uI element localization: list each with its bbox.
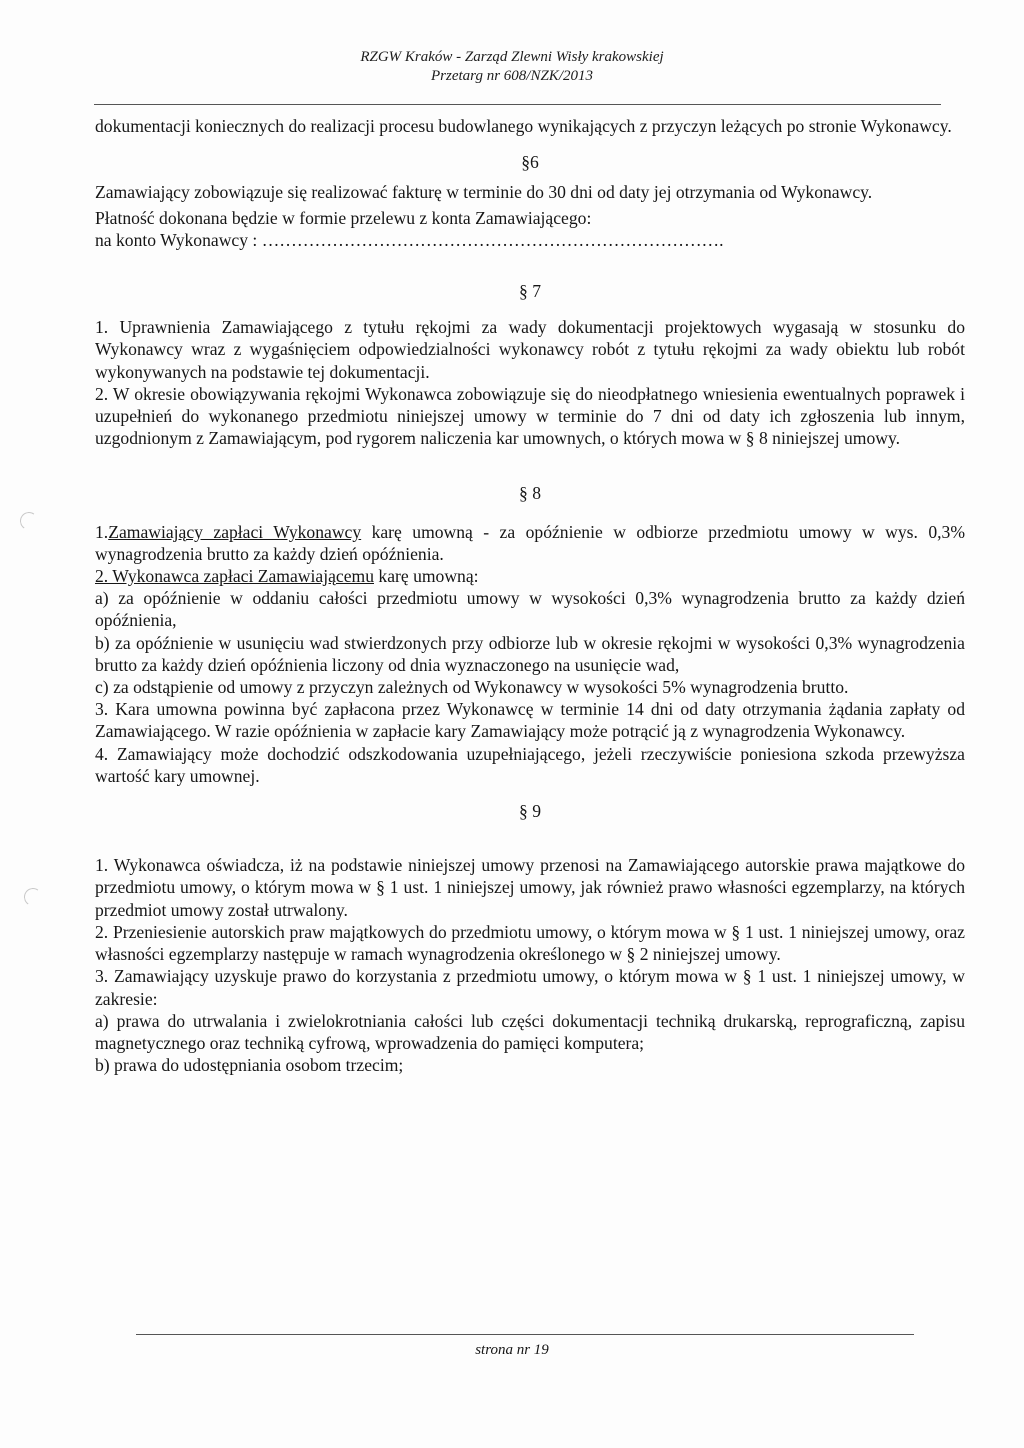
section-6-paragraph-2: Płatność dokonana będzie w formie przelewu z konta Zamawiającego: — [95, 207, 592, 228]
section-8-item-c: c) za odstąpienie od umowy z przyczyn zależnych od Wykonawcy w wysokości 5% wynagrodzenia brutto. — [95, 677, 849, 698]
section-8-p1-text: karę umowną - za opóźnienie w odbiorze przedmiotu umowy w wys. 0,3% wynagrodzenia brutto za każdy dzień opóźnienia. — [95, 521, 965, 564]
section-9-item-b: b) prawa do udostępniania osobom trzecim; — [95, 1055, 404, 1076]
section-6-heading: §6 — [521, 152, 539, 173]
header-tender-number: Przetarg nr 608/NZK/2013 — [431, 68, 593, 84]
section-9-paragraph-3: 3. Zamawiający uzyskuje prawo do korzystania z przedmiotu umowy, o którym mowa w § 1 ust. 1 niniejszej umowy, w zakresie: — [95, 966, 965, 1009]
document-body — [95, 108, 965, 1076]
page-header — [0, 48, 1024, 86]
section-8-paragraph-2 — [95, 565, 965, 587]
section-8-paragraph-1 — [95, 521, 965, 565]
page-number: strona nr 19 — [475, 1342, 549, 1358]
section-9-paragraph-2: 2. Przeniesienie autorskich praw majątkowych do przedmiotu umowy, o którym mowa w § 1 ust. 1 niniejszej umowy, oraz własności egzemplarzy następuje w ramach wynagrodzenia określonego w § 2 niniejszej umowy. — [95, 921, 965, 965]
footer-divider — [136, 1334, 914, 1335]
section-8-paragraph-3: 3. Kara umowna powinna być zapłacona przez Wykonawcę w terminie 14 dni od daty otrzymania żądania zapłaty od Zamawiającego. W razie opóźnienia w zapłacie kary Zamawiający może potrącić ją z wynagrodzenia Wykonawcy. — [95, 699, 965, 742]
section-6-account-line: na konto Wykonawcy : ……………………………………………………………………. — [95, 229, 724, 250]
section-8-p2-underlined: 2. Wykonawca zapłaci Zamawiającemu — [95, 566, 374, 587]
section-8-item-a: a) za opóźnienie w oddaniu całości przedmiotu umowy w wysokości 0,3% wynagrodzenia brutto za każdy dzień opóźnienia, — [95, 588, 965, 631]
punch-hole-mark-top — [19, 511, 40, 532]
section-9-paragraph-1: 1. Wykonawca oświadcza, iż na podstawie niniejszej umowy przenosi na Zamawiającego autorskie prawa majątkowe do przedmiotu umowy, o którym mowa w § 1 ust. 1 niniejszej umowy, jak również prawo własności egzemplarzy, na których przedmiot umowy został utrwalony. — [95, 855, 965, 920]
section-8-heading: § 8 — [519, 483, 541, 504]
section-8-p1-number: 1. — [95, 521, 109, 542]
section-8-p2-text: karę umowną: — [374, 566, 479, 587]
section-7-paragraph-1: 1. Uprawnienia Zamawiającego z tytułu rękojmi za wady dokumentacji projektowych wygasają w stosunku do Wykonawcy wraz z wygaśnięciem odpowiedzialności wykonawcy robót z tytułu rękojmi za wady obiektu lub robót wykonywanych na podstawie tej dokumentacji. — [95, 317, 965, 382]
section-8-paragraph-4: 4. Zamawiający może dochodzić odszkodowania uzupełniającego, jeżeli rzeczywiście poniesiona szkoda przewyższa wartość kary umownej. — [95, 743, 965, 786]
header-divider — [94, 104, 941, 105]
section-8-p1-underlined: Zamawiający zapłaci Wykonawcy — [108, 521, 362, 542]
section-9-item-a: a) prawa do utrwalania i zwielokrotniania całości lub części dokumentacji techniką drukarską, reprograficzną, zapisu magnetycznego oraz techniką cyfrową, wprowadzenia do pamięci komputera; — [95, 1010, 965, 1053]
section-7-paragraph-2: 2. W okresie obowiązywania rękojmi Wykonawca zobowiązuje się do nieodpłatnego wniesienia ewentualnych poprawek i uzupełnień do wykonanego przedmiotu niniejszej umowy w terminie do 7 dni od daty ich zgłoszenia lub innym, uzgodnionym z Zamawiającym, pod rygorem naliczenia kar umownych, o których mowa w § 8 niniejszej umowy. — [95, 383, 965, 449]
section-8-item-b: b) za opóźnienie w usunięciu wad stwierdzonych przy odbiorze lub w okresie rękojmi w wysokości 0,3% wynagrodzenia brutto za każdy dzień opóźnienia liczony od dnia wyznaczonego na usunięcie wad, — [95, 632, 965, 675]
intro-paragraph: dokumentacji koniecznych do realizacji procesu budowlanego wynikających z przyczyn leżących po stronie Wykonawcy. — [95, 116, 952, 136]
header-institution: RZGW Kraków - Zarząd Zlewni Wisły krakowskiej — [360, 49, 664, 65]
section-7-heading: § 7 — [519, 281, 541, 302]
punch-hole-mark-bottom — [23, 887, 44, 908]
section-9-heading: § 9 — [519, 801, 541, 822]
section-6-paragraph-1: Zamawiający zobowiązuje się realizować fakturę w terminie do 30 dni od daty jej otrzymania od Wykonawcy. — [95, 182, 873, 203]
